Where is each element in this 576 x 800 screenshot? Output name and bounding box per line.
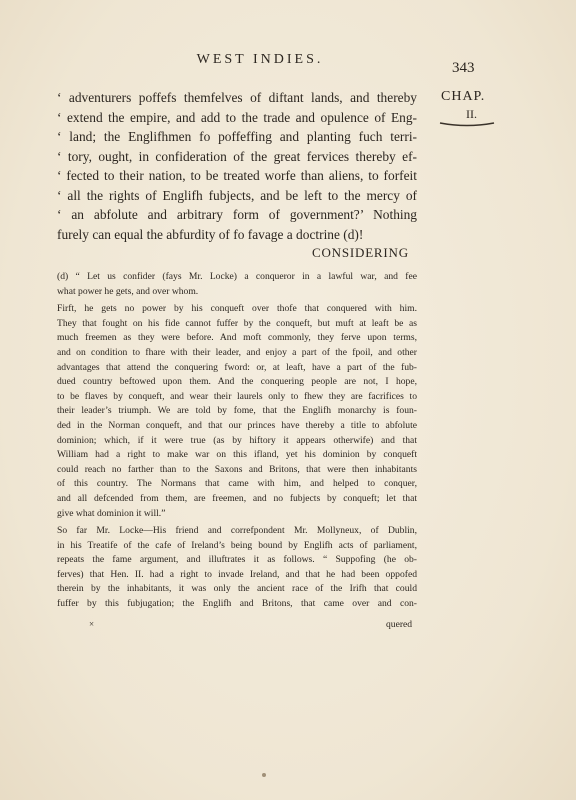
main-text-line: ‘ an abfolute and arbitrary form of government?’ Nothing	[57, 207, 417, 222]
footnote-line: what power he gets, and over whom.	[57, 285, 199, 297]
footnote-line: ferves) that Hen. II. had a right to invade Ireland, and that he had been oppofed	[57, 568, 417, 580]
footnote-line: advantages that attend the conquering fword: or, at leaft, have a part of the fub-	[57, 361, 417, 373]
catchword: quered	[386, 619, 413, 630]
main-text-line: furely can equal the abfurdity of fo favage a doctrine (d)!	[57, 226, 364, 242]
main-text-line: ‘ all the rights of Englifh fubjects, and be left to the mercy of	[57, 187, 417, 203]
running-head: WEST INDIES.	[196, 52, 324, 67]
footnote-line: Firft, he gets no power by his conqueft over thofe that conquered with him.	[57, 303, 417, 315]
main-text-line: ‘ land; the Englifhmen fo poffeffing and planting fuch terri-	[57, 129, 417, 144]
footnote-line: So far Mr. Locke—His friend and correfpondent Mr. Mollyneux, of Dublin,	[57, 525, 417, 537]
footnote-line: ded in the Norman conqueft, and that our princes have thereby a title to abfolute	[57, 419, 417, 431]
margin-rule-ornament	[439, 121, 495, 129]
footnote-line: and all defcended from them, are freemen, and no fubjects by conqueft; let that	[57, 492, 417, 504]
footnote-line: of this country. The Normans that came with him, and helped to conquer,	[57, 478, 417, 490]
signature-mark: ×	[89, 619, 95, 629]
footnote-block	[57, 270, 417, 612]
page-number: 343	[452, 60, 475, 76]
footnote-line: and on condition to fhare with their leader, and enjoy a part of the fpoil, and other	[57, 346, 417, 358]
footnote-line: their leader’s triumph. We are told by fome, that the Englifh monarchy is foun-	[57, 405, 417, 417]
footnote-line: could reach no farther than to the Saxons and Britons, that were then inhabitants	[57, 463, 417, 475]
margin-chapter-label: CHAP.	[441, 89, 486, 104]
footnote-line: They that fought on his fide cannot fuffer by the conqueft, but muft at leaft be as	[57, 317, 417, 329]
footnote-line: dued country beftowed upon them. And the conquering people are not, I hope,	[57, 376, 417, 388]
footnote-line: dominion; which, if it were true (as by hiftory it appears otherwife) and that	[57, 434, 417, 446]
footnote-line: repeats the fame argument, and illuftrates it as follows. “ Suppofing (he ob-	[57, 554, 417, 566]
main-text-line: ‘ fected to their nation, to be treated worfe than aliens, to forfeit	[57, 168, 417, 183]
footnote-line: give what dominion it will.”	[57, 507, 166, 519]
footnote-line: in his Treatife of the cafe of Ireland’s being bound by Englifh acts of parliament,	[57, 539, 417, 551]
main-text-line: ‘ adventurers poffefs themfelves of diftant lands, and thereby	[57, 90, 417, 105]
footnote-line: therein by the inhabitants, it was only the ancient race of the Irifh that could	[57, 583, 417, 595]
main-text-line: ‘ extend the empire, and add to the trade and opulence of Eng-	[57, 109, 417, 125]
footnote-line: fuffer by this fubjugation; the Englifh and Britons, that came over and con-	[57, 598, 417, 610]
footnote-line: William had a right to make war on this ifland, yet his dominion by conqueft	[57, 449, 417, 461]
main-text-block	[57, 88, 417, 244]
footnote-line: much freemen as they were before. And moft commonly, they ferve upon terms,	[57, 332, 417, 344]
main-text-line: ‘ tory, ought, in confideration of the great fervices thereby ef-	[57, 148, 417, 164]
footnote-line: to be flaves by conqueft, and wear their laurels only to fhew they are facrifices to	[57, 390, 417, 402]
margin-chapter-number: II.	[466, 107, 477, 121]
paper-spot	[262, 773, 266, 777]
section-heading: CONSIDERING	[312, 245, 409, 260]
footnote-line: (d) “ Let us confider (fays Mr. Locke) a conqueror in a lawful war, and fee	[57, 271, 417, 282]
